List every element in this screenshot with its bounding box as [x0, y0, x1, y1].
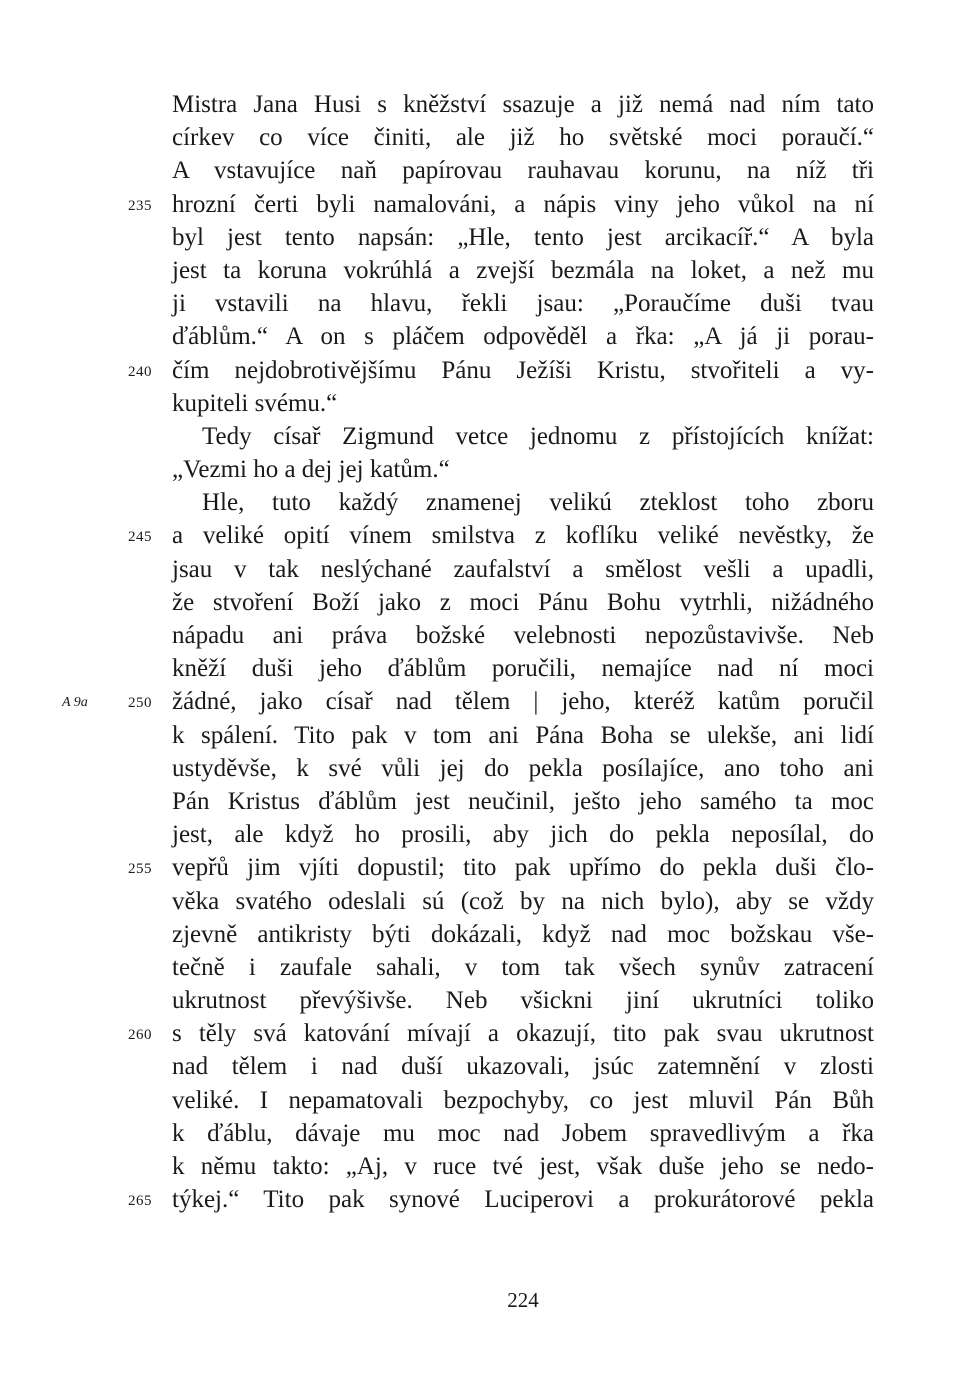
text-line-content: kněží duši jeho ďáblům poručili, nemajíce nad ní moci — [172, 655, 874, 683]
line-number: 245 — [128, 529, 152, 546]
margin-folio-note: A 9a — [62, 695, 88, 711]
text-line — [172, 1050, 874, 1083]
text-line — [172, 586, 874, 619]
text-line — [128, 1017, 874, 1050]
text-line — [128, 1183, 874, 1216]
text-line — [172, 121, 874, 154]
text-line-content: jest ta koruna vokrúhlá a zvejší bezmála na loket, a než mu — [172, 256, 874, 284]
text-line — [172, 254, 874, 287]
text-line-content: k ďáblu, dávaje mu moc nad Jobem spravedlivým a řka — [172, 1119, 874, 1147]
text-line-content: Mistra Jana Husi s kněžství ssazuje a již nemá nad ním tato — [172, 91, 874, 118]
text-line — [172, 221, 874, 254]
text-line — [128, 354, 874, 387]
text-line-content: veliké. I nepamatovali bezpochyby, co jest mluvil Pán Bůh — [172, 1086, 874, 1114]
text-line-content: k němu takto: „Aj, v ruce tvé jest, však duše jeho se nedo- — [172, 1153, 874, 1180]
text-line — [172, 486, 874, 519]
text-line-content: ukrutnost převýšivše. Neb všickni jiní ukrutníci toliko — [172, 987, 874, 1015]
text-line — [128, 188, 874, 221]
text-line — [172, 420, 874, 453]
text-line-content: Pán Kristus ďáblům jest neučinil, ješto jeho samého ta moc — [172, 787, 874, 815]
page-number: 224 — [507, 1288, 539, 1312]
text-line-content: tečně i zaufale sahali, v tom tak všech synův zatracení — [172, 953, 874, 981]
text-line-content: Hle, tuto každý znamenej velikú zteklost toho zboru — [202, 489, 874, 517]
line-number: 260 — [128, 1027, 152, 1044]
text-line — [172, 652, 874, 685]
text-line — [172, 453, 874, 486]
text-line-content: nápadu ani práva božské velebnosti nepozůstavivše. Neb — [172, 622, 874, 649]
text-line — [172, 719, 874, 752]
text-line — [172, 918, 874, 951]
text-line — [172, 752, 874, 785]
text-line — [172, 619, 874, 652]
line-number: 265 — [128, 1193, 152, 1210]
text-line-content: vepřů jim vjíti dopustil; tito pak upřímo do pekla duši člo- — [172, 854, 874, 882]
text-line-content: kupiteli svému.“ — [172, 389, 338, 417]
line-number: 250 — [128, 695, 152, 712]
text-line-content: hrozní čerti byli namalováni, a nápis viny jeho vůkol na ní — [172, 190, 874, 218]
text-line — [172, 785, 874, 818]
text-line — [172, 1084, 874, 1117]
text-line-content: s těly svá katování mívají a okazují, tito pak svau ukrutnost — [172, 1020, 874, 1048]
text-line — [172, 984, 874, 1017]
text-line-content: k spálení. Tito pak v tom ani Pána Boha se ulekše, ani lidí — [172, 721, 874, 749]
text-line-content: Tedy císař Zigmund vetce jednomu z přístojících knížat: — [202, 422, 874, 450]
text-line-content: „Vezmi ho a dej jej katům.“ — [172, 456, 450, 484]
line-number: 235 — [128, 197, 152, 214]
text-line-content: ji vstavili na hlavu, řekli jsau: „Poraučíme duši tvau — [172, 290, 874, 318]
text-line — [62, 685, 874, 718]
text-line — [172, 1117, 874, 1150]
text-line — [172, 320, 874, 353]
text-line-content: žádné, jako císař nad tělem | jeho, kteréž katům poručil — [172, 688, 874, 716]
text-line-content: zjevně antikristy býti dokázali, když nad moc božskau vše- — [172, 920, 874, 948]
text-line-content: byl jest tento napsán: „Hle, tento jest arcikacíř.“ A byla — [172, 223, 874, 251]
text-line-content: a veliké opití vínem smilstva z koflíku veliké nevěstky, že — [172, 522, 874, 550]
text-line-content: A vstavujíce naň papírovau rauhavau korunu, na níž tři — [172, 157, 874, 185]
text-line-content: týkej.“ Tito pak synové Luciperovi a prokurátorové pekla — [172, 1186, 874, 1214]
text-line-content: čím nejdobrotivějšímu Pánu Ježíši Kristu, stvořiteli a vy- — [172, 356, 874, 384]
text-line — [172, 951, 874, 984]
text-line — [172, 818, 874, 851]
text-line — [128, 519, 874, 552]
text-line-content: jsau v tak neslýchané zaufalství a smělost vešli a upadli, — [172, 555, 874, 583]
text-line-content: ustyděvše, k své vůli jej do pekla posílajíce, ano toho ani — [172, 754, 874, 782]
text-line — [172, 287, 874, 320]
text-line-content: církev co více činiti, ale již ho světské moci poraučí.“ — [172, 124, 874, 152]
text-line-content: věka svatého odeslali sú (což by na nich bylo), aby se vždy — [172, 887, 874, 915]
body-text — [62, 88, 874, 1216]
text-line — [172, 154, 874, 187]
text-line-content: ďáblům.“ A on s pláčem odpověděl a řka: „A já ji porau- — [172, 323, 874, 351]
line-number: 240 — [128, 363, 152, 380]
text-line — [172, 553, 874, 586]
text-line — [172, 885, 874, 918]
line-number: 255 — [128, 861, 152, 878]
text-line-content: jest, ale když ho prosili, aby jich do pekla neposílal, do — [172, 821, 874, 849]
text-line — [128, 851, 874, 884]
text-line — [172, 88, 874, 121]
text-line — [172, 1150, 874, 1183]
text-line-content: že stvoření Boží jako z moci Pánu Bohu vytrhli, nižádného — [172, 588, 874, 616]
text-line — [172, 387, 874, 420]
text-line-content: nad tělem i nad duší ukazovali, jsúc zatemnění v zlosti — [172, 1053, 874, 1081]
